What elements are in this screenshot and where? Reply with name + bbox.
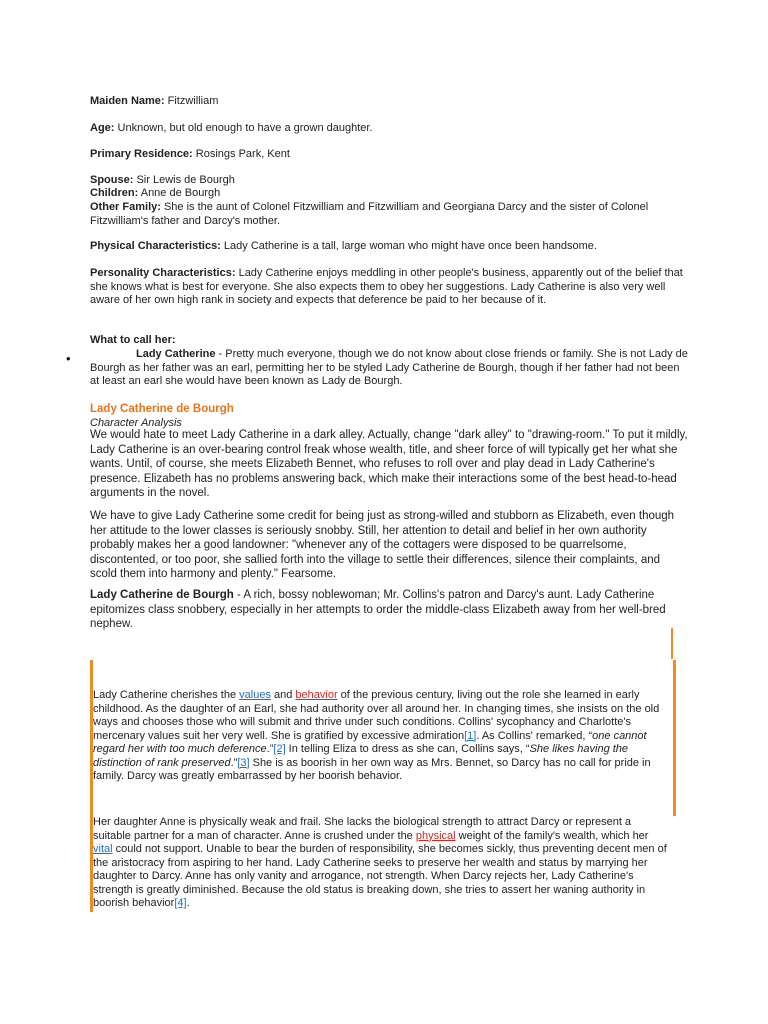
physical-value: Lady Catherine is a tall, large woman who might have once been handsome. <box>220 240 597 252</box>
residence-label: Primary Residence: <box>90 148 193 160</box>
call-her-heading-row <box>90 334 690 348</box>
age-value: Unknown, but old enough to have a grown daughter. <box>114 122 373 134</box>
essay-text: and <box>270 689 296 701</box>
analysis-title-row <box>90 403 690 417</box>
essay-paragraph-1 <box>93 689 667 784</box>
residence-value: Rosings Park, Kent <box>192 148 290 160</box>
maiden-name-label: Maiden Name: <box>90 95 165 107</box>
residence-row <box>90 148 690 162</box>
essay-text: could not support. Unable to bear the burden of responsibility, she becomes sickly, thus preventing decent men of the aristocracy from aspiring to her hand. Lady Catherine seeks to preserve her wealth and status by marrying her daughter to Darcy. Anne has only vanity and arrogance, not strength. When Darcy rejects her, Lady Catherine's strength is greatly diminished. Because the old status is breaking down, she tries to assert her waning authority in boorish behavior <box>93 843 667 909</box>
essay-text: In telling Eliza to dress as she can, Collins says, “ <box>285 743 530 755</box>
personality-value: Lady Catherine enjoys meddling in other people's business, apparently out of the belief that she knows what is best for everyone. She also expects them to obey her suggestions. Lady Catherine is also very well aware of her own high rank in society and expects that deference be paid to her because of it. <box>90 267 683 306</box>
values-link[interactable]: values <box>239 689 271 701</box>
essay-text: Lady Catherine cherishes the <box>93 689 240 701</box>
analysis-subtitle: Character Analysis <box>90 417 182 429</box>
children-label: Children: <box>90 187 139 199</box>
analysis-paragraph-3-label: Lady Catherine de Bourgh <box>90 589 234 601</box>
essay-text: weight of the family's wealth, which her <box>455 829 649 842</box>
spouse-value: Sir Lewis de Bourgh <box>133 174 235 186</box>
essay-text: Her daughter Anne is physically weak and frail. She lacks the biological strength to attract Darcy or represent a suitable partner for a man of character. Anne is crushed under the <box>93 816 632 842</box>
maiden-name-value: Fitzwilliam <box>164 95 219 107</box>
spouse-row <box>90 174 690 188</box>
other-family-label: Other Family: <box>90 201 161 213</box>
call-her-text: - Pretty much everyone, though we do not know about close friends or family. She is not Lady de Bourgh as her father was an earl, permitting her to be styled Lady Catherine de Bourgh, though if her father had not been at least an earl she would have been known as Lady de Bourgh. <box>90 348 688 387</box>
quote-rank: She likes having the distinction of rank preserved <box>93 743 629 769</box>
physical-link[interactable]: physical <box>415 829 456 842</box>
essay-text: She is as boorish in her own way as Mrs. Bennet, so Darcy has no call for pride in family. Darcy was greatly embarrassed by her boorish behavior. <box>93 756 651 782</box>
bullet-icon: • <box>66 351 71 366</box>
footnote-link-2[interactable]: [2] <box>273 743 286 755</box>
accent-bar-top-right <box>671 628 673 659</box>
children-value: Anne de Bourgh <box>138 187 221 199</box>
age-row <box>90 122 690 136</box>
footnote-link-4[interactable]: [4] <box>174 897 187 909</box>
vital-link[interactable]: vital <box>93 843 113 855</box>
analysis-paragraph-3 <box>90 588 690 632</box>
children-row <box>90 187 690 201</box>
personality-label: Personality Characteristics: <box>90 267 236 279</box>
analysis-paragraph-3-text: - A rich, bossy noblewoman; Mr. Collins's patron and Darcy's aunt. Lady Catherine epitomizes class snobbery, especially in her attempts to order the middle-class Elizabeth away from her well-bred nephew. <box>90 589 666 630</box>
essay-text: of the previous century, living out the role she learned in early childhood. As the daughter of an Earl, she had authority over all around her. In changing times, she insists on the old ways and chooses those who will submit and thrive under such conditions. Collins' sycophancy and Charlotte's mercenary values suit her very well. She is gratified by excessive admiration <box>93 689 660 742</box>
call-her-entry <box>90 348 690 389</box>
essay-text: . <box>186 897 190 909</box>
essay-text: . As Collins' remarked, “ <box>476 729 593 742</box>
physical-label: Physical Characteristics: <box>90 240 221 252</box>
call-her-heading: What to call her: <box>90 334 176 346</box>
other-family-value: She is the aunt of Colonel Fitzwilliam and Fitzwilliam and Georgiana Darcy and the sister of Colonel Fitzwilliam's father and Darcy's mother. <box>90 201 649 227</box>
analysis-paragraph-1: We would hate to meet Lady Catherine in a dark alley. Actually, change "dark alley" to "drawing-room." To put it mildly, Lady Catherine is an over-bearing control freak whose wealth, title, and sheer force of will typically get her what she wants. Until, of course, she meets Elizabeth Bennet, who refuses to roll over and play dead in Lady Catherine's presence. Elizabeth has no problems answering back, which make their interactions some of the best head-to-head arguments in the novel. <box>90 429 688 499</box>
other-family-row <box>90 201 690 228</box>
analysis-paragraph-2: We have to give Lady Catherine some credit for being just as strong-willed and stubborn as Elizabeth, even though her attitude to the lower classes is seriously snobby. Still, her attention to detail and belief in her own authority probably makes her a good landowner: "whenever any of the cottagers were disposed to be quarrelsome, discontented, or too poor, she sallied forth into the village to settle their differences, silence their complaints, and scold them into harmony and plenty." Fearsome. <box>90 510 675 580</box>
spouse-label: Spouse: <box>90 174 134 186</box>
call-her-name: Lady Catherine <box>136 348 216 360</box>
quote-deference: one cannot regard her with too much deference <box>93 729 647 755</box>
maiden-name-row <box>90 95 690 109</box>
essay-text: .” <box>230 756 238 769</box>
physical-row <box>90 240 690 254</box>
accent-bar-right <box>673 660 676 816</box>
personality-row <box>90 267 690 308</box>
analysis-title: Lady Catherine de Bourgh <box>90 403 234 415</box>
age-label: Age: <box>90 122 115 134</box>
footnote-link-1[interactable]: [1] <box>464 729 477 742</box>
behavior-link[interactable]: behavior <box>295 689 338 701</box>
essay-paragraph-2 <box>93 816 667 911</box>
footnote-link-3[interactable]: [3] <box>237 756 250 769</box>
essay-text: .” <box>266 743 274 755</box>
